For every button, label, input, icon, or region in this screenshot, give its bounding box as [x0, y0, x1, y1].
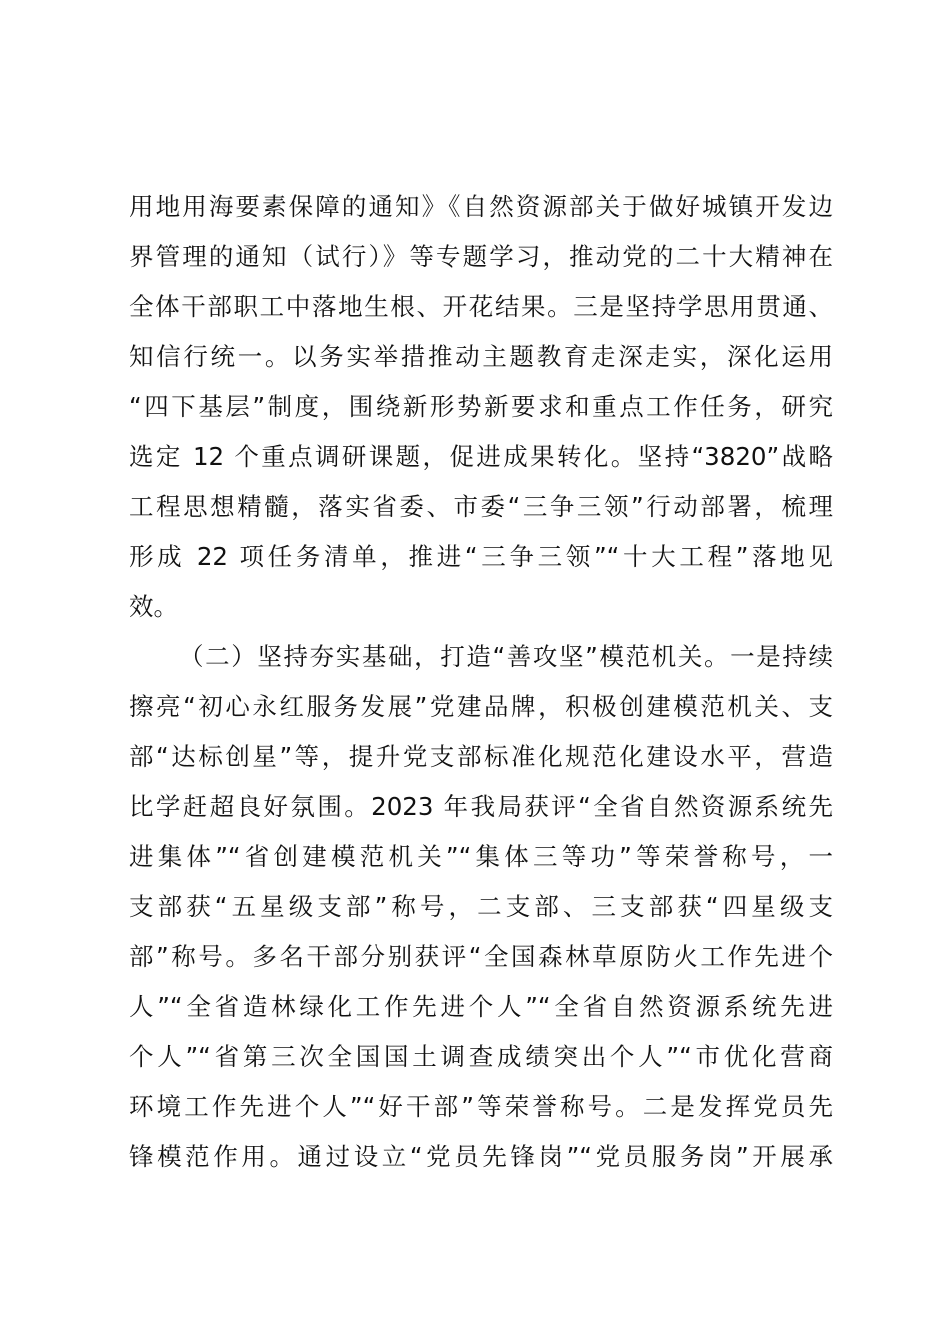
- text-line: 效。: [129, 592, 178, 621]
- text-line: “四下基层”制度，围绕新形势新要求和重点工作任务，研究: [129, 392, 833, 421]
- text-line: 个人”“省第三次全国国土调查成绩突出个人”“市优化营商: [129, 1042, 833, 1071]
- text-line: 界管理的通知（试行）》等专题学习，推动党的二十大精神在: [129, 242, 833, 271]
- text-line: 形成 22 项任务清单，推进“三争三领”“十大工程”落地见: [129, 542, 833, 571]
- text-line: 环境工作先进个人”“好干部”等荣誉称号。二是发挥党员先: [129, 1092, 833, 1121]
- text-line: 知信行统一。以务实举措推动主题教育走深走实，深化运用: [129, 342, 833, 371]
- text-line: 用地用海要素保障的通知》《自然资源部关于做好城镇开发边: [129, 192, 833, 221]
- text-line: 比学赶超良好氛围。2023 年我局获评“全省自然资源系统先: [129, 792, 833, 821]
- text-line: 选定 12 个重点调研课题，促进成果转化。坚持“3820”战略: [129, 442, 833, 471]
- body-text: [129, 182, 833, 1182]
- text-line: 工程思想精髓，落实省委、市委“三争三领”行动部署，梳理: [129, 492, 833, 521]
- text-line: 部“达标创星”等，提升党支部标准化规范化建设水平，营造: [129, 742, 833, 771]
- text-line: 人”“全省造林绿化工作先进个人”“全省自然资源系统先进: [129, 992, 833, 1021]
- text-line: 支部获“五星级支部”称号，二支部、三支部获“四星级支: [129, 892, 833, 921]
- text-line: 进集体”“省创建模范机关”“集体三等功”等荣誉称号，一: [129, 842, 833, 871]
- text-line: 部”称号。多名干部分别获评“全国森林草原防火工作先进个: [129, 942, 833, 971]
- text-line: 擦亮“初心永红服务发展”党建品牌，积极创建模范机关、支: [129, 692, 833, 721]
- section-heading-line: （二）坚持夯实基础，打造“善攻坚”模范机关。一是持续: [179, 642, 833, 671]
- text-line: 全体干部职工中落地生根、开花结果。三是坚持学思用贯通、: [129, 292, 833, 321]
- text-line: 锋模范作用。通过设立“党员先锋岗”“党员服务岗”开展承: [129, 1142, 833, 1171]
